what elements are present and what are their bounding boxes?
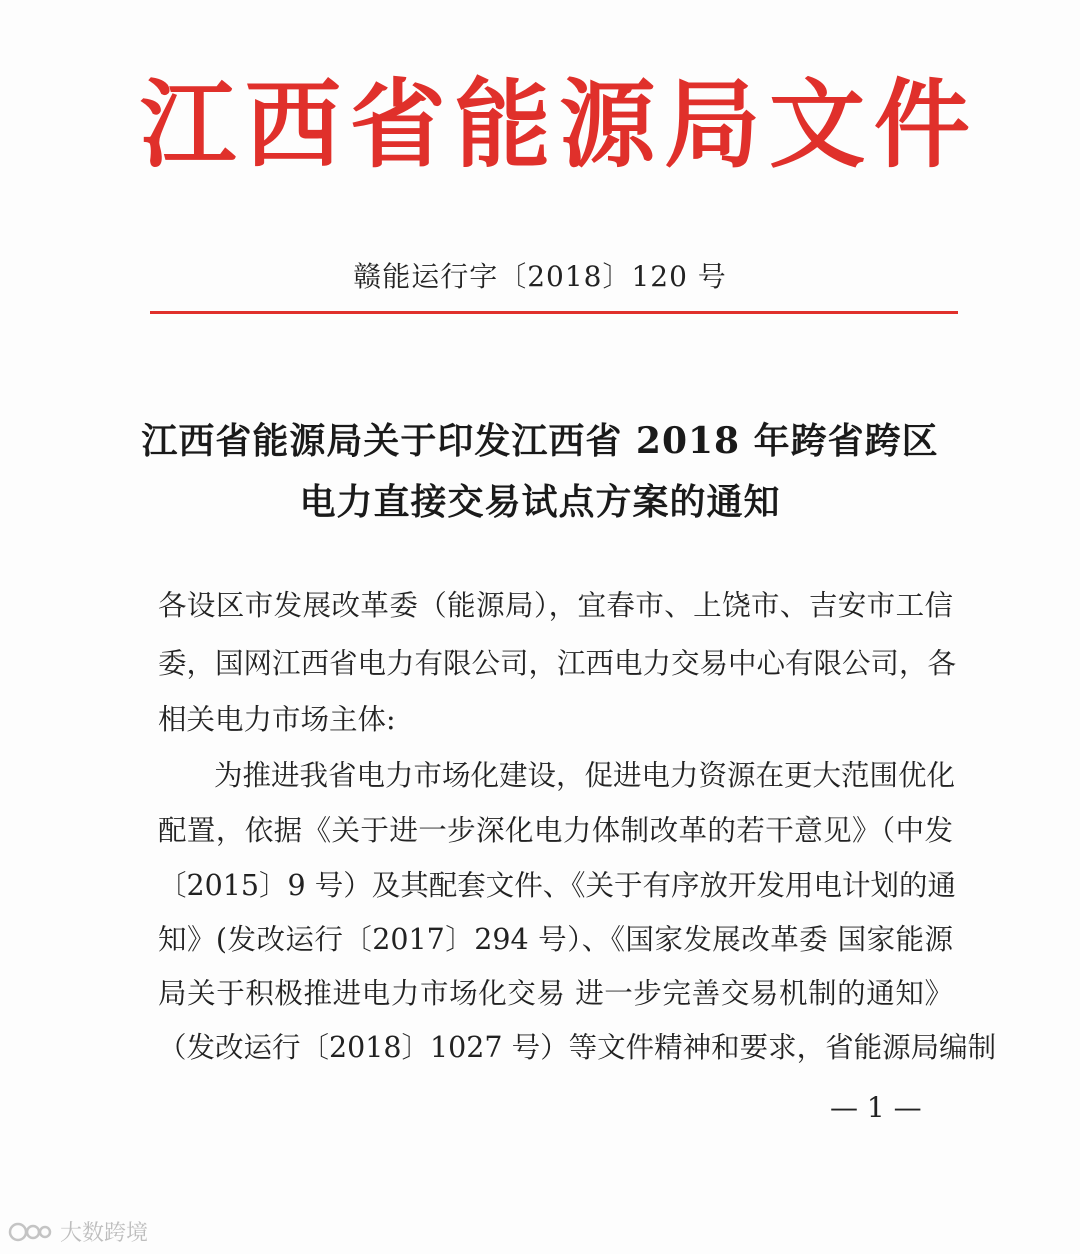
document-number: 赣能运行字〔2018〕120 号 [353,260,727,293]
body-line: 各设区市发展改革委（能源局），宜春市、上饶市、吉安市工信 [158,589,953,622]
body-line: 委，国网江西省电力有限公司，江西电力交易中心有限公司，各 [158,647,957,680]
body-line: 配置，依据《关于进一步深化电力体制改革的若干意见》（中发 [158,814,953,847]
header-char: 件 [873,68,970,181]
header-char: 省 [349,68,446,181]
body-line: 局关于积极推进电力市场化交易 进一步完善交易机制的通知》 [158,977,953,1010]
header-char: 能 [454,68,551,181]
header-char: 源 [559,68,656,181]
body-line: （发改运行〔2018〕1027 号）等文件精神和要求，省能源局编制 [158,1031,997,1064]
header-char: 西 [244,68,341,181]
notice-title-line-1: 江西省能源局关于印发江西省 2018 年跨省跨区 [141,420,939,462]
body-line: 相关电力市场主体: [158,703,396,736]
header-char: 局 [664,68,761,181]
header-char: 文 [769,68,866,181]
page-number: — 1 — [830,1091,922,1124]
watermark-text: 大数跨境 [60,1221,149,1246]
red-separator-line [150,311,958,314]
body-line: 知》(发改运行〔2017〕294 号）、《国家发展改革委 国家能源 [158,923,953,956]
watermark [8,1216,148,1247]
notice-title-line-2: 电力直接交易试点方案的通知 [299,481,781,523]
document-header-title [140,60,970,190]
body-line: 为推进我省电力市场化建设，促进电力资源在更大范围优化 [214,759,956,792]
body-line: 〔2015〕9 号）及其配套文件、《关于有序放开发用电计划的通 [158,869,956,902]
header-char: 江 [140,68,236,181]
brand-logo-icon [8,1217,54,1247]
